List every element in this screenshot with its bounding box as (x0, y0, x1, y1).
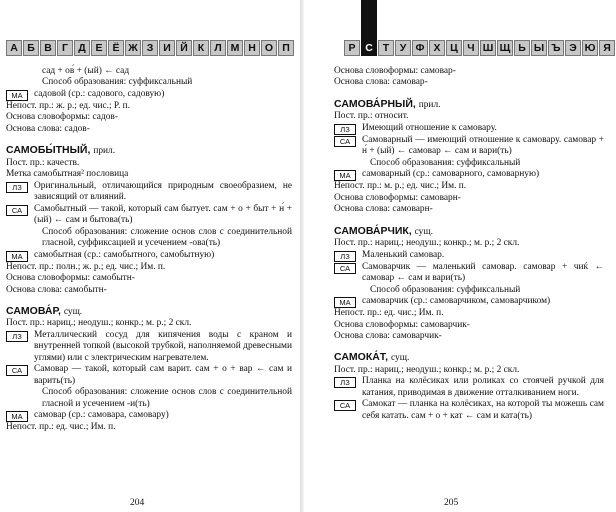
text-line: Непост. пр.: ед. чис.; Им. п. (6, 422, 116, 433)
labeled-text: Самобытный — такой, который сам бытует. сам + о + быт + н́ + (ый) ← сам и бытова(ть) (34, 203, 292, 226)
labeled-line (334, 169, 604, 181)
text-line: Основа слова: садов- (6, 123, 90, 134)
section-label: СА (334, 136, 356, 147)
text-line: Пост. пр.: нариц.; неодуш.; конкр.; м. р.; 2 скл. (6, 318, 192, 329)
headword-text: САМОВА́Р, (6, 304, 61, 317)
section-label: МА (334, 297, 356, 308)
alphabet-letter: К (193, 40, 209, 56)
entry-gap (6, 135, 292, 144)
text-line: Метка самобытная² пословица (6, 169, 129, 180)
left-page (0, 0, 300, 512)
part-of-speech: сущ. (414, 226, 433, 237)
labeled-text: самобытная (ср.: самобытного, самобытную) (34, 249, 215, 260)
section-label: ЛЗ (6, 182, 28, 193)
text-line: Непост. пр.: ж. р.; ед. чис.; Р. п. (6, 100, 131, 111)
alphabet-letter: М (227, 40, 243, 56)
labeled-text: Металлический сосуд для кипячения воды с краном и внутренней топкой (высокой трубкой, наполняемой древесными углями) или с электрическим нагревателем. (34, 329, 292, 363)
alphabet-letter: Д (74, 40, 90, 56)
alphabet-letter: Р (344, 40, 360, 56)
labeled-line (6, 330, 292, 364)
alphabet-letter: Ч (463, 40, 479, 56)
labeled-line (334, 250, 604, 262)
text-line: Непост. пр.: ед. чис.; Им. п. (334, 308, 444, 319)
alphabet-letter: Г (57, 40, 73, 56)
text-line: Способ образования: суффиксальный (370, 284, 521, 295)
right-page-number: 205 (444, 498, 459, 508)
alphabet-letter: О (261, 40, 277, 56)
alphabet-letter: Ц (446, 40, 462, 56)
labeled-line (334, 123, 604, 135)
section-label: МА (6, 411, 28, 422)
part-of-speech: прил. (418, 99, 441, 110)
labeled-line (334, 296, 604, 308)
labeled-line (334, 262, 604, 285)
alphabet-letter: Ж (125, 40, 141, 56)
labeled-line (334, 376, 604, 399)
text-line: Пост. пр.: нариц.; неодуш.; конкр.; м. р.; 2 скл. (334, 364, 520, 375)
labeled-line (334, 135, 604, 158)
section-label: СА (6, 365, 28, 376)
alphabet-letter: С (361, 40, 377, 56)
headword-text: САМОКА́Т, (334, 351, 389, 364)
section-label: ЛЗ (6, 331, 28, 342)
text-line: Способ образования: суффиксальный (42, 77, 193, 88)
labeled-line (6, 204, 292, 227)
labeled-text: самоварчик (ср.: самоварчиком, самоварчиком) (362, 296, 551, 307)
alphabet-letter: Л (210, 40, 226, 56)
text-line: Основа слова: самоварн- (334, 204, 433, 215)
headword-text: САМОБЫ́ТНЫЙ, (6, 144, 91, 157)
labeled-text: Оригинальный, отличающийся природным своеобразием, не зависящий от влияний. (34, 180, 292, 203)
labeled-text: Имеющий отношение к самовару. (362, 122, 497, 133)
alphabet-letter: Ы (531, 40, 547, 56)
text-line: Основа словоформы: самовар- (334, 66, 456, 76)
section-label: МА (6, 251, 28, 262)
labeled-text: Планка на колёсиках или роликах со стоячей ручкой для катания, приводимая в движение отталкиванием ноги. (362, 376, 604, 398)
section-label: МА (334, 170, 356, 181)
text-line: Способ образования: суффиксальный (370, 157, 521, 168)
labeled-line (6, 181, 292, 204)
left-alphabet-index (6, 40, 295, 56)
text-line: Основа словоформы: садов- (6, 112, 118, 123)
text-line: Непост. пр.: м. р.; ед. чис.; Им. п. (334, 181, 467, 192)
headword-text: САМОВА́РЧИК, (334, 224, 412, 237)
text-line: Способ образования: сложение основ слов с соединительной гласной, суффиксацией и усечением -ова(ть) (42, 226, 292, 249)
section-label: ЛЗ (334, 251, 356, 262)
section-label: МА (6, 90, 28, 101)
entry-gap (334, 216, 604, 225)
alphabet-letter: З (142, 40, 158, 56)
alphabet-letter: Н (244, 40, 260, 56)
text-line: Основа слова: самовар- (334, 77, 428, 88)
section-label: ЛЗ (334, 124, 356, 135)
labeled-text: Самовар — такой, который сам варит. сам + о + вар ← сам и варить(ть) (34, 364, 292, 386)
alphabet-letter: Ф (412, 40, 428, 56)
alphabet-letter: Ё (108, 40, 124, 56)
text-line: Основа словоформы: самоварчик- (334, 319, 470, 330)
text-line: Основа словоформы: самобытн- (6, 273, 135, 284)
labeled-text: Самокат — планка на колёсиках, на которой ты можешь сам себя катать. сам + о + кат ← сам и ката(ть) (362, 399, 604, 421)
alphabet-letter: Ю (582, 40, 598, 56)
text-line: Пост. пр.: качеств. (6, 157, 80, 168)
alphabet-letter: Ь (514, 40, 530, 56)
right-alphabet-index (344, 40, 616, 56)
entry-headword (334, 225, 604, 238)
alphabet-letter: В (40, 40, 56, 56)
labeled-text: самоварный (ср.: самоварного, самоварную) (362, 169, 540, 180)
section-label: СА (334, 400, 356, 411)
text-line: Пост. пр.: нариц.; неодуш.; конкр.; м. р.; 2 скл. (334, 238, 520, 249)
left-page-number: 204 (130, 498, 145, 508)
labeled-line (6, 410, 292, 422)
text-line: Основа слова: самоварчик- (334, 330, 442, 341)
entry-gap (334, 89, 604, 98)
text-line: Пост. пр.: относит. (334, 111, 409, 122)
right-page (304, 0, 611, 512)
entry-gap (6, 296, 292, 305)
labeled-line (6, 364, 292, 387)
part-of-speech: прил. (93, 146, 116, 157)
text-line: Способ образования: сложение основ слов с соединительной гласной и усечением -и(ть) (42, 387, 292, 409)
alphabet-letter: Х (429, 40, 445, 56)
part-of-speech: сущ. (391, 353, 410, 364)
alphabet-letter: П (278, 40, 294, 56)
text-line: Основа слова: самобытн- (6, 284, 107, 295)
alphabet-letter: Ъ (548, 40, 564, 56)
alphabet-letter: Т (378, 40, 394, 56)
labeled-text: Маленький самовар. (362, 249, 445, 260)
entry-headword (334, 98, 604, 111)
alphabet-letter: Б (23, 40, 39, 56)
alphabet-letter: Э (565, 40, 581, 56)
left-page-content (6, 66, 292, 434)
entry-headword (334, 351, 604, 364)
text-line: Непост. пр.: полн.; ж. р.; ед. чис.; Им. п. (6, 261, 166, 272)
section-label: СА (334, 263, 356, 274)
labeled-line (6, 89, 292, 101)
alphabet-letter: Ш (480, 40, 496, 56)
labeled-line (6, 250, 292, 262)
text-line: сад + ов́ + (ый) ← сад (42, 66, 130, 76)
section-label: СА (6, 205, 28, 216)
part-of-speech: сущ. (63, 306, 83, 317)
labeled-text: самовар (ср.: самовара, самовару) (34, 410, 169, 421)
alphabet-letter: Й (176, 40, 192, 56)
alphabet-letter: Я (599, 40, 615, 56)
labeled-text: Самоварчик — маленький самовар. самовар + чиќ ← самовар ← сам и вари(ть) (362, 261, 604, 284)
alphabet-letter: У (395, 40, 411, 56)
alphabet-letter: И (159, 40, 175, 56)
right-page-content (334, 66, 604, 422)
labeled-line (334, 399, 604, 422)
labeled-text: садовой (ср.: садового, садовую) (34, 88, 165, 99)
alphabet-letter: А (6, 40, 22, 56)
headword-text: САМОВА́РНЫЙ, (334, 97, 416, 110)
labeled-text: Самоварный — имеющий отношение к самовару. самовар + н́ + (ый) ← самовар ← сам и вари(ть) (362, 134, 604, 157)
entry-headword (6, 305, 292, 318)
alphabet-letter: Е (91, 40, 107, 56)
section-label: ЛЗ (334, 377, 356, 388)
entry-headword (6, 144, 292, 157)
alphabet-letter: Щ (497, 40, 513, 56)
text-line: Основа словоформы: самоварн- (334, 192, 461, 203)
